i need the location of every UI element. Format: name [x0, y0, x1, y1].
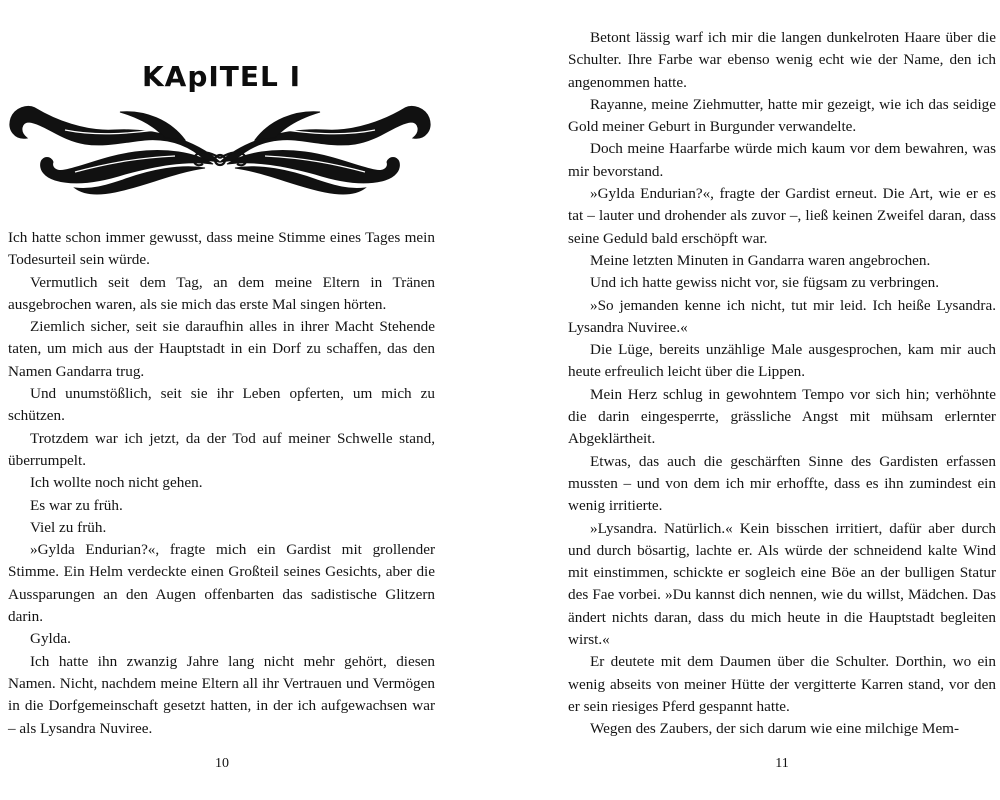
paragraph: Und ich hatte gewiss nicht vor, sie fügsam zu verbringen.	[590, 274, 940, 292]
baroque-ornament-icon	[5, 100, 435, 200]
paragraph: Viel zu früh.	[30, 518, 107, 536]
paragraph: Etwas, das auch die geschärften Sinne des Gardisten erfassen mussten – und von dem ich mir erhoffte, dass es ihn zumindest ein wenig irritierte.	[568, 452, 996, 515]
paragraph: »Gylda Endurian?«, fragte mich ein Gardist mit grollender Stimme. Ein Helm verdeckte einen Großteil seines Gesichts, aber die Aussparungen an den Augen offenbarten das sadistische Glitzern darin.	[8, 541, 435, 626]
paragraph: Und unumstößlich, seit sie ihr Leben opferten, um mich zu schützen.	[8, 385, 435, 425]
paragraph: Ziemlich sicher, seit sie daraufhin alles in ihrer Macht Stehende taten, um mich aus der Hauptstadt in ein Dorf zu schaffen, das den Namen Gandarra trug.	[8, 318, 435, 380]
paragraph: Meine letzten Minuten in Gandarra waren angebrochen.	[590, 251, 931, 269]
paragraph: Gylda.	[30, 630, 71, 648]
paragraph: Rayanne, meine Ziehmutter, hatte mir gezeigt, wie ich das seidige Gold meiner Geburt in Burgunder verwandelte.	[568, 95, 996, 136]
paragraph: Trotzdem war ich jetzt, da der Tod auf meiner Schwelle stand, überrumpelt.	[8, 429, 435, 469]
paragraph: Ich wollte noch nicht gehen.	[30, 474, 203, 492]
paragraph: Doch meine Haarfarbe würde mich kaum vor dem bewahren, was mir bevorstand.	[568, 140, 996, 180]
paragraph: »So jemanden kenne ich nicht, tut mir leid. Ich heiße Lysandra. Lysandra Nuviree.«	[568, 296, 996, 336]
paragraph: Betont lässig warf ich mir die langen dunkelroten Haare über die Schulter. Ihre Farbe war ebenso wenig echt wie der Name, den ich angenommen hatte.	[568, 29, 996, 91]
paragraph: »Lysandra. Natürlich.« Kein bisschen irritiert, dafür aber durch und durch bösartig, lachte er. Als würde der schneidend kalte Wind mit einstimmen, schickte er sogleich eine Böe an der bulligen Statur des Fae vorbei. »Du kannst dich nennen, wie du willst, Mädchen. Das ändert nichts daran, dass du mich heute in die Hauptstadt begleiten wirst.«	[568, 519, 996, 649]
paragraph: Mein Herz schlug in gewohntem Tempo vor sich hin; verhöhnte die darin eingesperrte, grässliche Angst mit mühsam erlernter Abgeklärtheit.	[568, 385, 996, 448]
right-page-text	[568, 27, 996, 741]
paragraph: Wegen des Zaubers, der sich darum wie eine milchige Mem-	[590, 720, 960, 738]
left-page-text	[8, 227, 435, 740]
paragraph: Er deutete mit dem Daumen über die Schulter. Dorthin, wo ein wenig abseits von meiner Hütte der vergitterte Karren stand, vor den er sein riesiges Pferd gespannt hatte.	[568, 653, 996, 715]
paragraph: Ich hatte ihn zwanzig Jahre lang nicht mehr gehört, diesen Namen. Nicht, nachdem meine Eltern all ihr Vertrauen und Vermögen in die Dorfgemeinschaft gesetzt hatten, in der ich aufgewachsen war – als Lysandra Nuviree.	[8, 652, 435, 737]
right-page	[500, 0, 1000, 800]
chapter-title: KApITEL I	[141, 60, 302, 93]
paragraph: Es war zu früh.	[30, 496, 123, 514]
paragraph: Die Lüge, bereits unzählige Male ausgesprochen, kam mir auch heute erfreulich leicht über die Lippen.	[568, 341, 996, 381]
paragraph: Vermutlich seit dem Tag, an dem meine Eltern in Tränen ausgebrochen waren, als sie mich das erste Mal singen hörten.	[8, 273, 435, 313]
paragraph: Ich hatte schon immer gewusst, dass meine Stimme eines Tages mein Todesurteil sein würde.	[8, 229, 435, 269]
paragraph: »Gylda Endurian?«, fragte der Gardist erneut. Die Art, wie er es tat – lauter und drohender als zuvor –, ließ keinen Zweifel daran, dass seine Geduld bald erschöpft war.	[568, 185, 996, 247]
page-number: 11	[775, 756, 789, 771]
page-number: 10	[215, 756, 229, 771]
